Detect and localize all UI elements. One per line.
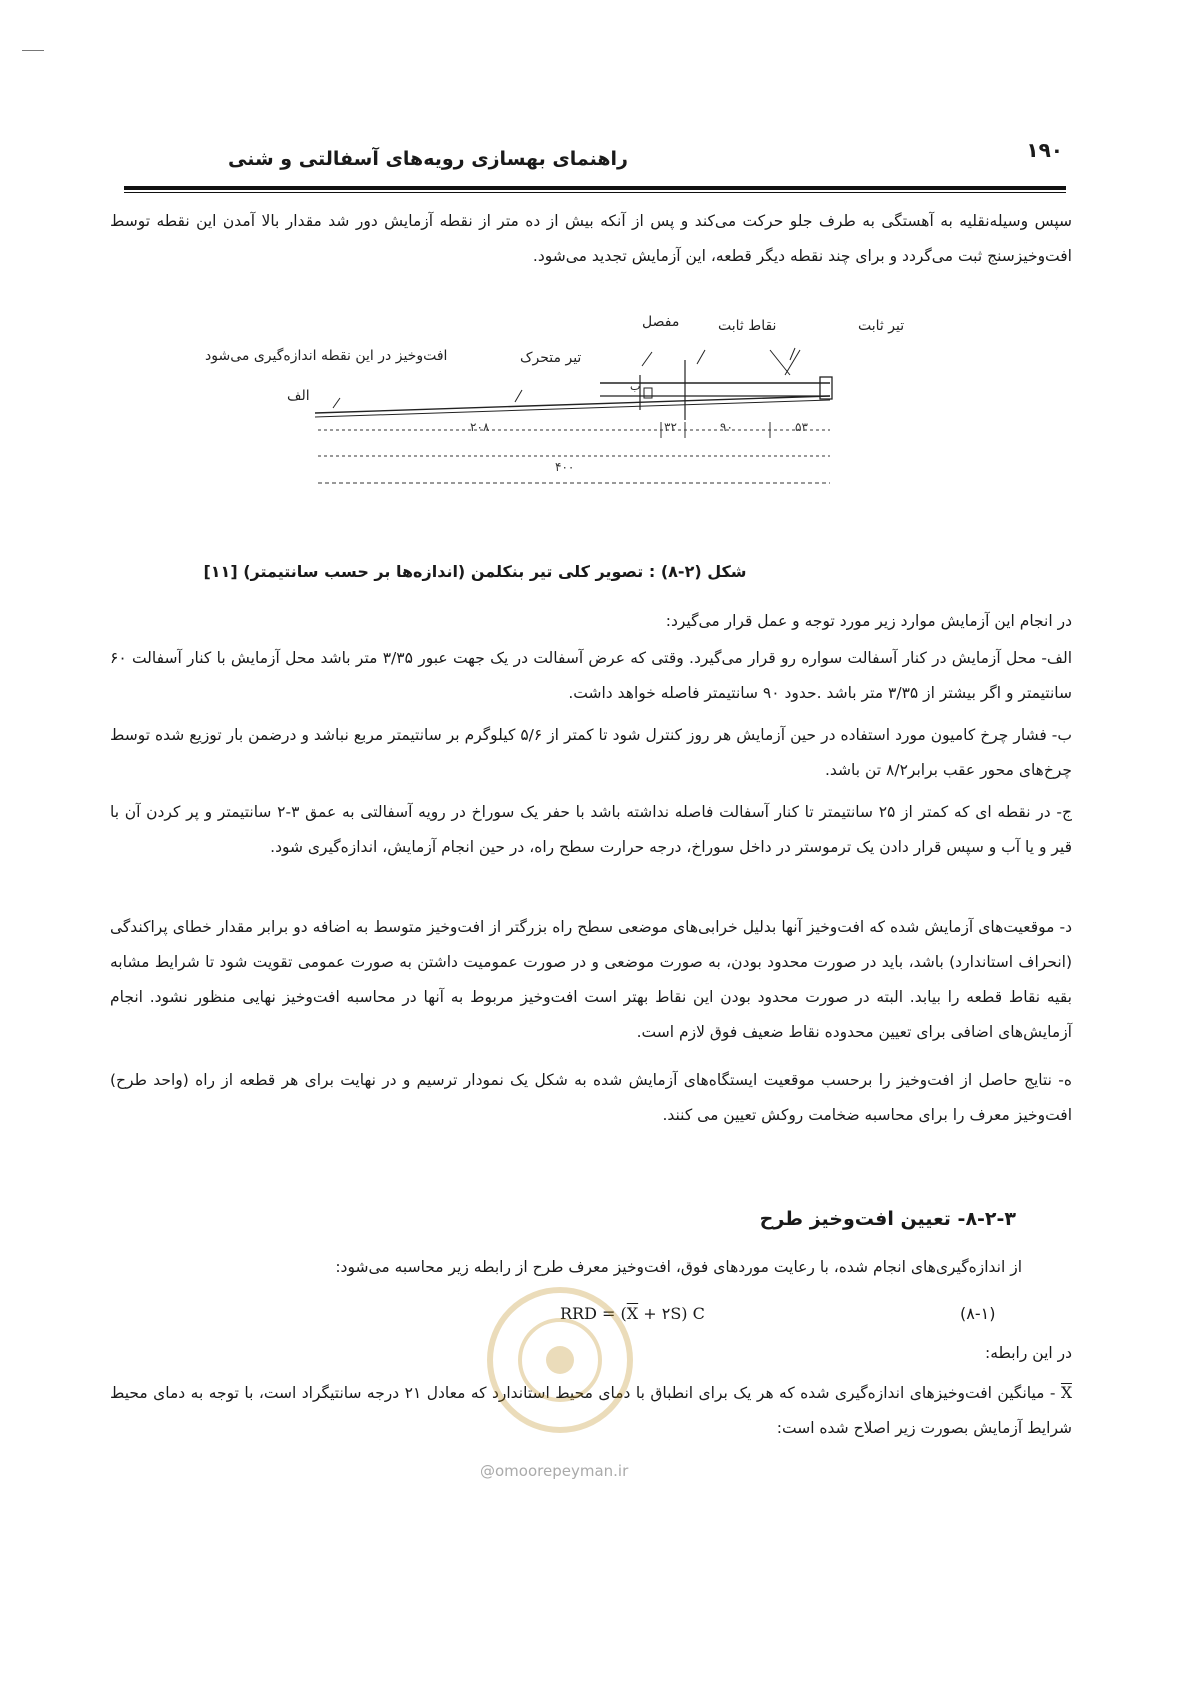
- formula-xbar: $\overline{X}$: [626, 1304, 639, 1323]
- corner-mark: [22, 50, 44, 51]
- label-point-a: الف: [287, 388, 310, 404]
- def-symbol: X: [1060, 1384, 1072, 1402]
- watermark-seal-icon: [470, 1270, 650, 1450]
- benkelman-figure: [0, 300, 1191, 520]
- item-a: الف- محل آزمایش در کنار آسفالت سواره رو قرار می‌گیرد. وقتی که عرض آسفالت در یک جهت عبور ۳/۳۵ متر باشد محل آزمایش با کنار آسفالت ۶۰ سانتیمتر و اگر بیشتر از ۳/۳۵ متر باشد .حدود ۹۰ سانتیمتر فاصله خواهد داشت.: [110, 649, 1072, 702]
- dim-208: ۲۰۸: [470, 420, 490, 434]
- watermark-text: @omoorepeyman.ir: [480, 1462, 629, 1480]
- header-rule: [124, 186, 1066, 190]
- item-c: ج- در نقطه ای که کمتر از ۲۵ سانتیمتر تا کنار آسفالت فاصله نداشته باشد با حفر یک سوراخ در رویه آسفالتی به عمق ۳-۲ سانتیمتر و پر کردن آن با قیر و یا آب و سپس قرار دادن یک ترموستر در داخل سوراخ، درجه حرارت سطح راه، در حین انجام آزمایش، اندازه‌گیری شود.: [110, 803, 1072, 856]
- dim-53: ۵۳: [795, 420, 808, 434]
- running-title: راهنمای بهسازی رویه‌های آسفالتی و شنی: [228, 148, 628, 170]
- body-lead: در انجام این آزمایش موارد زیر مورد توجه و عمل قرار می‌گیرد:: [665, 612, 1072, 630]
- dim-400: ۴۰۰: [555, 460, 575, 474]
- where-label: در این رابطه:: [984, 1344, 1072, 1362]
- formula-lhs: RRD = (: [560, 1304, 627, 1323]
- benkelman-diagram: [0, 300, 1191, 520]
- item-d: د- موقعیت‌های آزمایش شده که افت‌وخیز آنها بدلیل خرابی‌های موضعی سطح راه بزرگتر از افت‌وخیز متوسط به اضافه دو برابر مقدار خطای پراکندگی (انحراف استاندارد) باشد، باید در صورت محدود بودن، به صورت موضعی و در صورت عمومیت داشتن به صورت عمومی تقویت شود تا شرایط مشابه بقیه نقاط قطعه را بیابد. البته در صورت محدود بودن این نقاط بهتر است افت‌وخیز مربوط به آنها در محاسبه افت‌وخیز نهایی منظور نشود. انجام آزمایش‌های اضافی برای تعیین محدوده نقاط ضعیف فوق لازم است.: [110, 918, 1072, 1041]
- label-point-b: ب: [630, 380, 641, 393]
- moving-beam-line-lower: [315, 400, 830, 417]
- label-joint: مفصل: [642, 314, 680, 330]
- label-moving-beam: تیر متحرک: [520, 350, 582, 366]
- section-intro: از اندازه‌گیری‌های انجام شده، با رعایت موردهای فوق، افت‌وخیز معرف طرح از رابطه زیر محاسبه می‌شود:: [335, 1258, 1022, 1276]
- moving-beam-line: [315, 396, 830, 413]
- figure-caption: شکل (۲-۸) : تصویر کلی تیر بنکلمن (اندازه‌ها بر حسب سانتیمتر) [۱۱]: [203, 562, 747, 581]
- def-text: - میانگین افت‌وخیزهای اندازه‌گیری شده که هر یک برای انطباق با دمای محیط استاندارد که معادل ۲۱ درجه سانتیگراد است، با توجه به دمای محیط شرایط آزمایش بصورت زیر اصلاح شده است:: [110, 1384, 1072, 1437]
- dim-32: ۳۲: [664, 420, 677, 434]
- formula-number: (۸-۱): [960, 1304, 996, 1323]
- dim-90: ۹۰: [720, 420, 733, 434]
- section-heading: ۸-۲-۳- تعیین افت‌وخیز طرح: [759, 1208, 1016, 1230]
- page-number: ۱۹۰: [1026, 138, 1063, 162]
- item-e: ه- نتایج حاصل از افت‌وخیز را برحسب موقعیت ایستگاه‌های آزمایش شده به شکل یک نمودار ترسیم و در نهایت برای هر قطعه از راه (واحد طرح) افت‌وخیز معرف را برای محاسبه ضخامت روکش تعیین می کنند.: [110, 1071, 1072, 1124]
- label-fixed-beam: تیر ثابت: [858, 318, 905, 334]
- formula-rhs: + ۲S) C: [638, 1304, 705, 1323]
- label-measure-point: افت‌وخیز در این نقطه اندازه‌گیری می‌شود: [205, 348, 448, 364]
- item-b: ب- فشار چرخ کامیون مورد استفاده در حین آزمایش هر روز کنترل شود تا کمتر از ۵/۶ کیلوگرم بر سانتیمتر مربع نباشد و درضمن بار توزیع شده توسط چرخ‌های محور عقب برابر۸/۲ تن باشد.: [110, 726, 1072, 779]
- label-fixed-points: نقاط ثابت: [718, 318, 777, 334]
- intro-paragraph: سپس وسیله‌نقلیه به آهستگی به طرف جلو حرکت می‌کند و پس از آنکه بیش از ده متر از نقطه آزمایش دور شد مقدار بالا آمدن این نقطه توسط افت‌وخیزسنج ثبت می‌گردد و برای چند نقطه دیگر قطعه، این آزمایش تجدید می‌شود.: [110, 212, 1072, 265]
- header-rule-thin: [124, 192, 1066, 193]
